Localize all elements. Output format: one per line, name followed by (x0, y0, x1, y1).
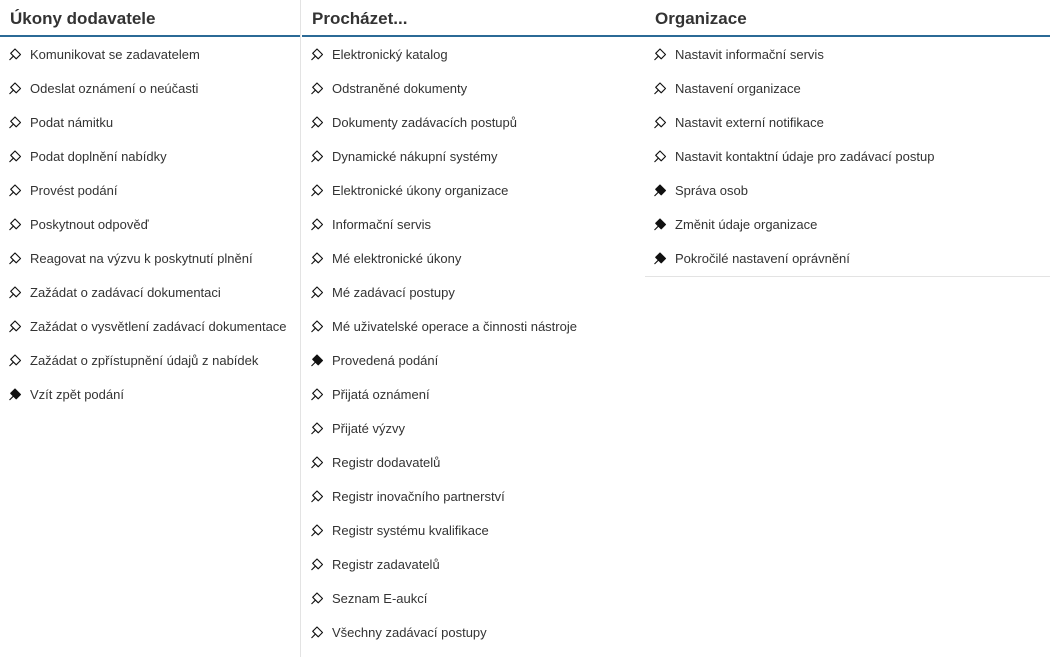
pin-outline-icon[interactable] (310, 82, 324, 96)
menu-item-label[interactable]: Poskytnout odpověď (30, 216, 149, 232)
pin-outline-icon[interactable] (310, 252, 324, 266)
column-prochazet (302, 0, 645, 649)
menu-item-label[interactable]: Provést podání (30, 182, 118, 198)
menu-item-label[interactable]: Zažádat o zadávací dokumentaci (30, 284, 221, 300)
menu-item[interactable] (302, 615, 645, 649)
pin-outline-icon[interactable] (310, 558, 324, 572)
menu-item[interactable] (645, 241, 1050, 275)
menu-item[interactable] (0, 309, 300, 343)
menu-item[interactable] (645, 173, 1050, 207)
pin-outline-icon[interactable] (310, 150, 324, 164)
menu-item-label[interactable]: Všechny zadávací postupy (332, 624, 487, 640)
menu-list (302, 37, 645, 649)
menu-item[interactable] (0, 37, 300, 71)
pin-filled-icon[interactable] (653, 252, 667, 266)
menu-item-label[interactable]: Nastavit kontaktní údaje pro zadávací postup (675, 148, 935, 164)
menu-item[interactable] (0, 173, 300, 207)
pin-outline-icon[interactable] (8, 286, 22, 300)
pin-outline-icon[interactable] (8, 252, 22, 266)
pin-outline-icon[interactable] (8, 82, 22, 96)
menu-item[interactable] (0, 207, 300, 241)
pin-outline-icon[interactable] (653, 48, 667, 62)
column-title: Úkony dodavatele (0, 0, 300, 37)
pin-outline-icon[interactable] (8, 320, 22, 334)
menu-item-label[interactable]: Registr inovačního partnerství (332, 488, 505, 504)
menu-item-label[interactable]: Zažádat o zpřístupnění údajů z nabídek (30, 352, 259, 368)
menu-item[interactable] (302, 173, 645, 207)
menu-item[interactable] (645, 139, 1050, 173)
menu-item[interactable] (0, 71, 300, 105)
menu-item-label[interactable]: Mé elektronické úkony (332, 250, 462, 266)
menu-item[interactable] (302, 411, 645, 445)
menu-item-label[interactable]: Odstraněné dokumenty (332, 80, 468, 96)
menu-item[interactable] (302, 275, 645, 309)
menu-list (645, 37, 1050, 275)
menu-item[interactable] (0, 343, 300, 377)
menu-item[interactable] (645, 105, 1050, 139)
menu-item-label[interactable]: Mé uživatelské operace a činnosti nástroje (332, 318, 577, 334)
pin-outline-icon[interactable] (310, 524, 324, 538)
menu-item[interactable] (302, 343, 645, 377)
menu-item-label[interactable]: Vzít zpět podání (30, 386, 124, 402)
menu-item[interactable] (645, 37, 1050, 71)
list-end-divider (645, 276, 1050, 277)
menu-item-label[interactable]: Odeslat oznámení o neúčasti (30, 80, 199, 96)
menu-item-label[interactable]: Registr zadavatelů (332, 556, 440, 572)
menu-item[interactable] (302, 71, 645, 105)
pin-outline-icon[interactable] (653, 116, 667, 130)
menu-item-label[interactable]: Podat doplnění nabídky (30, 148, 167, 164)
menu-item-label[interactable]: Podat námitku (30, 114, 114, 130)
column-ukony-dodavatele (0, 0, 300, 411)
menu-item[interactable] (645, 71, 1050, 105)
pin-filled-icon[interactable] (8, 388, 22, 402)
menu-item-label[interactable]: Elektronický katalog (332, 46, 448, 62)
menu-item-label[interactable]: Pokročilé nastavení oprávnění (675, 250, 850, 266)
pin-outline-icon[interactable] (310, 48, 324, 62)
menu-item[interactable] (645, 207, 1050, 241)
pin-outline-icon[interactable] (653, 150, 667, 164)
menu-item[interactable] (302, 479, 645, 513)
menu-item[interactable] (0, 105, 300, 139)
menu-list (0, 37, 300, 411)
menu-item[interactable] (0, 241, 300, 275)
menu-item-label[interactable]: Provedená podání (332, 352, 439, 368)
menu-item[interactable] (302, 445, 645, 479)
menu-item[interactable] (302, 513, 645, 547)
menu-item[interactable] (302, 139, 645, 173)
pin-outline-icon[interactable] (8, 150, 22, 164)
menu-item[interactable] (0, 139, 300, 173)
pin-outline-icon[interactable] (310, 456, 324, 470)
menu-item-label[interactable]: Nastavit externí notifikace (675, 114, 824, 130)
pin-outline-icon[interactable] (8, 48, 22, 62)
column-title: Procházet... (302, 0, 645, 37)
menu-item[interactable] (302, 207, 645, 241)
menu-item-label[interactable]: Dynamické nákupní systémy (332, 148, 498, 164)
pin-filled-icon[interactable] (310, 354, 324, 368)
menu-item[interactable] (302, 581, 645, 615)
pin-outline-icon[interactable] (8, 218, 22, 232)
pin-outline-icon[interactable] (310, 422, 324, 436)
pin-outline-icon[interactable] (310, 626, 324, 640)
menu-item-label[interactable]: Reagovat na výzvu k poskytnutí plnění (30, 250, 253, 266)
menu-item-label[interactable]: Informační servis (332, 216, 431, 232)
pin-filled-icon[interactable] (653, 184, 667, 198)
pin-outline-icon[interactable] (8, 184, 22, 198)
menu-item-label[interactable]: Zažádat o vysvětlení zadávací dokumentace (30, 318, 287, 334)
pin-outline-icon[interactable] (310, 490, 324, 504)
pin-outline-icon[interactable] (653, 82, 667, 96)
menu-item[interactable] (302, 37, 645, 71)
pin-outline-icon[interactable] (310, 184, 324, 198)
menu-item-label[interactable]: Přijatá oznámení (332, 386, 430, 402)
menu-item[interactable] (302, 309, 645, 343)
menu-item-label[interactable]: Registr dodavatelů (332, 454, 441, 470)
menu-item-label[interactable]: Nastavit informační servis (675, 46, 824, 62)
pin-filled-icon[interactable] (653, 218, 667, 232)
menu-item-label[interactable]: Dokumenty zadávacích postupů (332, 114, 517, 130)
column-divider (300, 0, 301, 657)
pin-outline-icon[interactable] (310, 320, 324, 334)
menu-item-label[interactable]: Správa osob (675, 182, 748, 198)
pin-outline-icon[interactable] (8, 116, 22, 130)
menu-item-label[interactable]: Nastavení organizace (675, 80, 801, 96)
menu-item[interactable] (302, 105, 645, 139)
menu-item-label[interactable]: Mé zadávací postupy (332, 284, 455, 300)
menu-item-label[interactable]: Přijaté výzvy (332, 420, 405, 436)
pin-outline-icon[interactable] (310, 592, 324, 606)
column-title: Organizace (645, 0, 1050, 37)
menu-item[interactable] (0, 275, 300, 309)
menu-item[interactable] (302, 547, 645, 581)
menu-item-label[interactable]: Registr systému kvalifikace (332, 522, 489, 538)
pin-outline-icon[interactable] (310, 218, 324, 232)
menu-item[interactable] (302, 241, 645, 275)
pin-outline-icon[interactable] (310, 286, 324, 300)
menu-item-label[interactable]: Komunikovat se zadavatelem (30, 46, 200, 62)
menu-item-label[interactable]: Změnit údaje organizace (675, 216, 818, 232)
column-organizace (645, 0, 1050, 275)
pin-outline-icon[interactable] (310, 116, 324, 130)
menu-item-label[interactable]: Elektronické úkony organizace (332, 182, 509, 198)
menu-item-label[interactable]: Seznam E-aukcí (332, 590, 428, 606)
menu-item[interactable] (302, 377, 645, 411)
menu-item[interactable] (0, 377, 300, 411)
pin-outline-icon[interactable] (310, 388, 324, 402)
pin-outline-icon[interactable] (8, 354, 22, 368)
